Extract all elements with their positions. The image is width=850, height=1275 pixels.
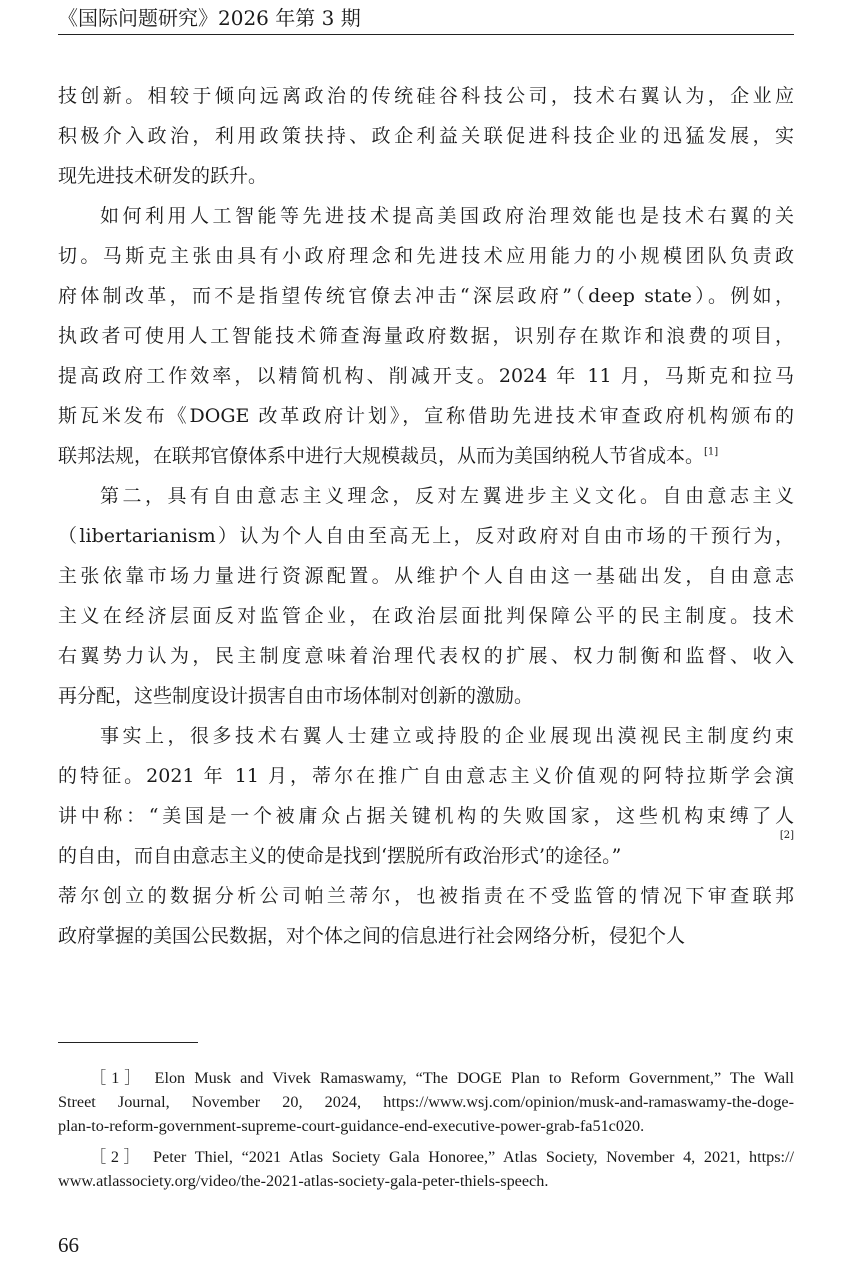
line-text: 现先进技术研发的跃升。 xyxy=(58,165,268,187)
line-text: 的特征。2021 年 11 月，蒂尔在推广自由意志主义价值观的阿特拉斯学会演 xyxy=(58,765,794,787)
line-text: （libertarianism）认为个人自由至高无上，反对政府对自由市场的干预行为， xyxy=(58,525,794,547)
paragraph-line xyxy=(58,556,794,596)
line-text: 再分配，这些制度设计损害自由市场体制对创新的激励。 xyxy=(58,685,534,707)
line-text: 主张依靠市场力量进行资源配置。从维护个人自由这一基础出发，自由意志 xyxy=(58,565,794,587)
paragraph-line xyxy=(58,876,794,916)
footnote-line: ［2］ Peter Thiel, “2021 Atlas Society Gala Honoree,” Atlas Society, November 4, 2021, https:// xyxy=(90,1148,794,1166)
paragraph-line xyxy=(58,636,794,676)
line-text: 的自由，而自由意志主义的使命是找到‘摆脱所有政治形式’的途径。” xyxy=(58,845,622,867)
footnote-line: Street Journal, November 20, 2024, https://www.wsj.com/opinion/musk-and-ramaswamy-the-doge- xyxy=(58,1093,794,1111)
paragraph-line xyxy=(58,596,794,636)
line-text: 执政者可使用人工智能技术筛查海量政府数据，识别存在欺诈和浪费的项目， xyxy=(58,325,794,347)
line-text: 切。马斯克主张由具有小政府理念和先进技术应用能力的小规模团队负责政 xyxy=(58,245,794,267)
paragraph-line xyxy=(58,830,794,876)
line-text: 第二，具有自由意志主义理念，反对左翼进步主义文化。自由意志主义 xyxy=(100,485,794,507)
footnote-reference[interactable]: [1] xyxy=(704,446,719,458)
paragraph-line xyxy=(58,196,794,236)
paragraph-line xyxy=(58,276,794,316)
paragraph-line xyxy=(58,916,794,956)
paragraph-line xyxy=(58,236,794,276)
line-text: 斯瓦米发布《DOGE 改革政府计划》，宣称借助先进技术审查政府机构颁布的 xyxy=(58,405,794,427)
footnote-line: plan-to-reform-government-supreme-court-guidance-end-executive-power-grab-fa51c020. xyxy=(58,1117,645,1135)
paragraph-line xyxy=(58,796,794,836)
paragraph-line xyxy=(58,76,794,116)
running-header xyxy=(58,4,794,35)
paragraph-line xyxy=(58,676,794,716)
footnote-line: www.atlassociety.org/video/the-2021-atlas-society-gala-peter-thiels-speech. xyxy=(58,1172,549,1190)
line-text: 蒂尔创立的数据分析公司帕兰蒂尔，也被指责在不受监管的情况下审查联邦 xyxy=(58,885,794,907)
line-text: 右翼势力认为，民主制度意味着治理代表权的扩展、权力制衡和监督、收入 xyxy=(58,645,794,667)
line-text: 如何利用人工智能等先进技术提高美国政府治理效能也是技术右翼的关 xyxy=(100,205,794,227)
line-text: 事实上，很多技术右翼人士建立或持股的企业展现出漠视民主制度约束 xyxy=(100,725,794,747)
footnote-divider xyxy=(58,1042,198,1043)
paragraph-line xyxy=(58,316,794,356)
paragraph-line xyxy=(58,356,794,396)
line-text: 府体制改革，而不是指望传统官僚去冲击“深层政府”（deep state）。例如， xyxy=(58,285,794,307)
footnote-line: ［1］ Elon Musk and Vivek Ramaswamy, “The DOGE Plan to Reform Government,” The Wall xyxy=(90,1069,794,1087)
journal-issue-title: 《国际问题研究》2026 年第 3 期 xyxy=(58,6,361,30)
paragraph-line xyxy=(58,476,794,516)
paragraph-line xyxy=(58,756,794,796)
line-text: 联邦法规，在联邦官僚体系中进行大规模裁员，从而为美国纳税人节省成本。 xyxy=(58,445,705,467)
paragraph-line xyxy=(58,436,794,476)
article-body xyxy=(58,76,794,956)
line-text: 讲中称：“美国是一个被庸众占据关键机构的失败国家，这些机构束缚了人 xyxy=(58,805,794,827)
page-number: 66 xyxy=(58,1233,79,1257)
paragraph-line xyxy=(58,516,794,556)
paragraph-line xyxy=(58,716,794,756)
footnote-reference[interactable]: [2] xyxy=(779,830,794,841)
paragraph-line xyxy=(58,116,794,156)
line-text: 积极介入政治，利用政策扶持、政企利益关联促进科技企业的迅猛发展，实 xyxy=(58,125,794,147)
footnotes xyxy=(58,1066,794,1193)
paragraph-line xyxy=(58,396,794,436)
line-text: 提高政府工作效率，以精简机构、削减开支。2024 年 11 月，马斯克和拉马 xyxy=(58,365,794,387)
line-text: 主义在经济层面反对监管企业，在政治层面批判保障公平的民主制度。技术 xyxy=(58,605,794,627)
paragraph-line xyxy=(58,156,794,196)
line-text: 技创新。相较于倾向远离政治的传统硅谷科技公司，技术右翼认为，企业应 xyxy=(58,85,794,107)
line-text: 政府掌握的美国公民数据，对个体之间的信息进行社会网络分析，侵犯个人 xyxy=(58,925,686,947)
